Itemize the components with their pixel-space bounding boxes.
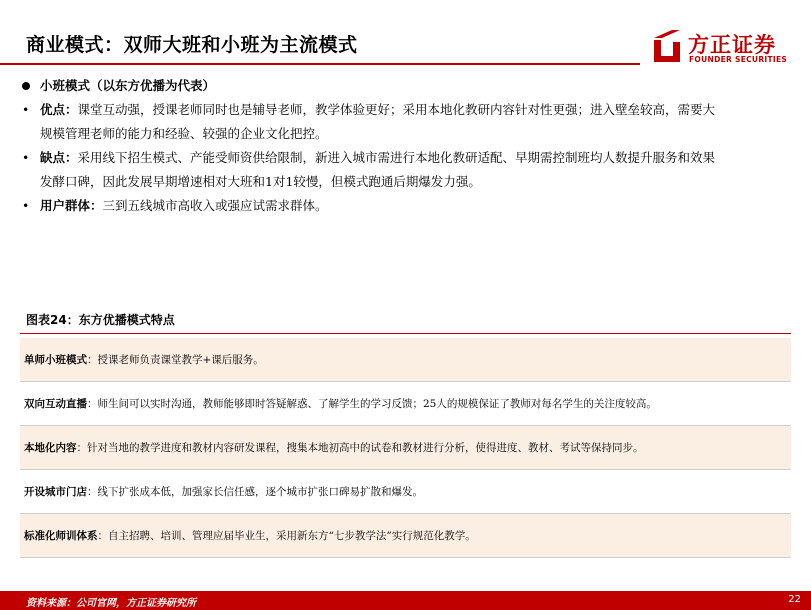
- row-key: 标准化师训体系: [24, 530, 98, 542]
- bullet-advantages: [22, 98, 792, 146]
- row-value: ：师生间可以实时沟通，教师能够即时答疑解惑、了解学生的学习反馈；25人的规模保证了教师对每名学生的关注度较高。: [87, 398, 657, 410]
- bullet-user-group: [22, 194, 792, 218]
- logo-english-name: FOUNDER SECURITIES: [689, 55, 788, 64]
- row-key: 双向互动直播: [24, 398, 87, 410]
- table-row: [20, 470, 791, 514]
- bullet-text-continued: 规模管理老师的能力和经验、较强的企业文化把控。: [40, 126, 328, 141]
- table-row: [20, 514, 791, 558]
- row-key: 本地化内容: [24, 442, 77, 454]
- bullet-list: [22, 74, 792, 218]
- row-value: ：线下扩张成本低，加强家长信任感，逐个城市扩张口碑易扩散和爆发。: [87, 486, 423, 498]
- table-row: [20, 426, 791, 470]
- row-key: 开设城市门店: [24, 486, 87, 498]
- bullet-label: 用户群体：: [40, 198, 103, 213]
- bullet-label: 优点：: [40, 102, 78, 117]
- bullet-disadvantages: [22, 146, 792, 194]
- bullet-small-dot-icon: •: [22, 198, 30, 213]
- row-key: 单师小班模式: [24, 354, 87, 366]
- company-logo: [650, 28, 800, 66]
- bullet-text: 采用线下招生模式、产能受师资供给限制，新进入城市需进行本地化教研适配、早期需控制班均人数提升服务和效果: [77, 150, 716, 165]
- row-value: ：自主招聘、培训、管理应届毕业生，采用新东方“七步教学法”实行规范化教学。: [97, 530, 476, 542]
- bullet-text: 课堂互动强，授课老师同时也是辅导老师，教学体验更好；采用本地化教研内容针对性更强；进入壁垒较高，需要大: [77, 102, 716, 117]
- bullet-small-dot-icon: •: [22, 102, 30, 117]
- page-title: 商业模式：双师大班和小班为主流模式: [26, 34, 358, 56]
- bullet-text-continued: 发酵口碑，因此发展早期增速相对大班和1对1较慢，但模式跑通后期爆发力强。: [40, 174, 481, 189]
- table-row: [20, 382, 791, 426]
- footer-source: 资料来源：公司官网，方正证券研究所: [26, 598, 196, 609]
- feature-table: [20, 338, 791, 558]
- row-value: ：授课老师负责课堂教学+课后服务。: [87, 354, 264, 366]
- page-number: 22: [788, 594, 801, 605]
- logo-chinese-name: 方正证券: [688, 33, 776, 57]
- figure-title: 图表24：东方优播模式特点: [26, 313, 175, 327]
- header-divider: [0, 63, 640, 65]
- founder-logo-icon: [650, 28, 684, 64]
- row-value: ：针对当地的教学进度和教材内容研发课程，搜集本地初高中的试卷和教材进行分析，使得进度、教材、考试等保持同步。: [76, 442, 644, 454]
- bullet-text: 三到五线城市高收入或强应试需求群体。: [102, 198, 328, 213]
- bullet-heading: [22, 74, 792, 98]
- bullet-label: 缺点：: [40, 150, 78, 165]
- bullet-heading-label: 小班模式（以东方优播为代表）: [40, 78, 216, 93]
- bullet-small-dot-icon: •: [22, 150, 30, 165]
- table-row: [20, 338, 791, 382]
- bullet-dot-icon: [22, 74, 36, 98]
- figure-title-divider: [20, 333, 791, 334]
